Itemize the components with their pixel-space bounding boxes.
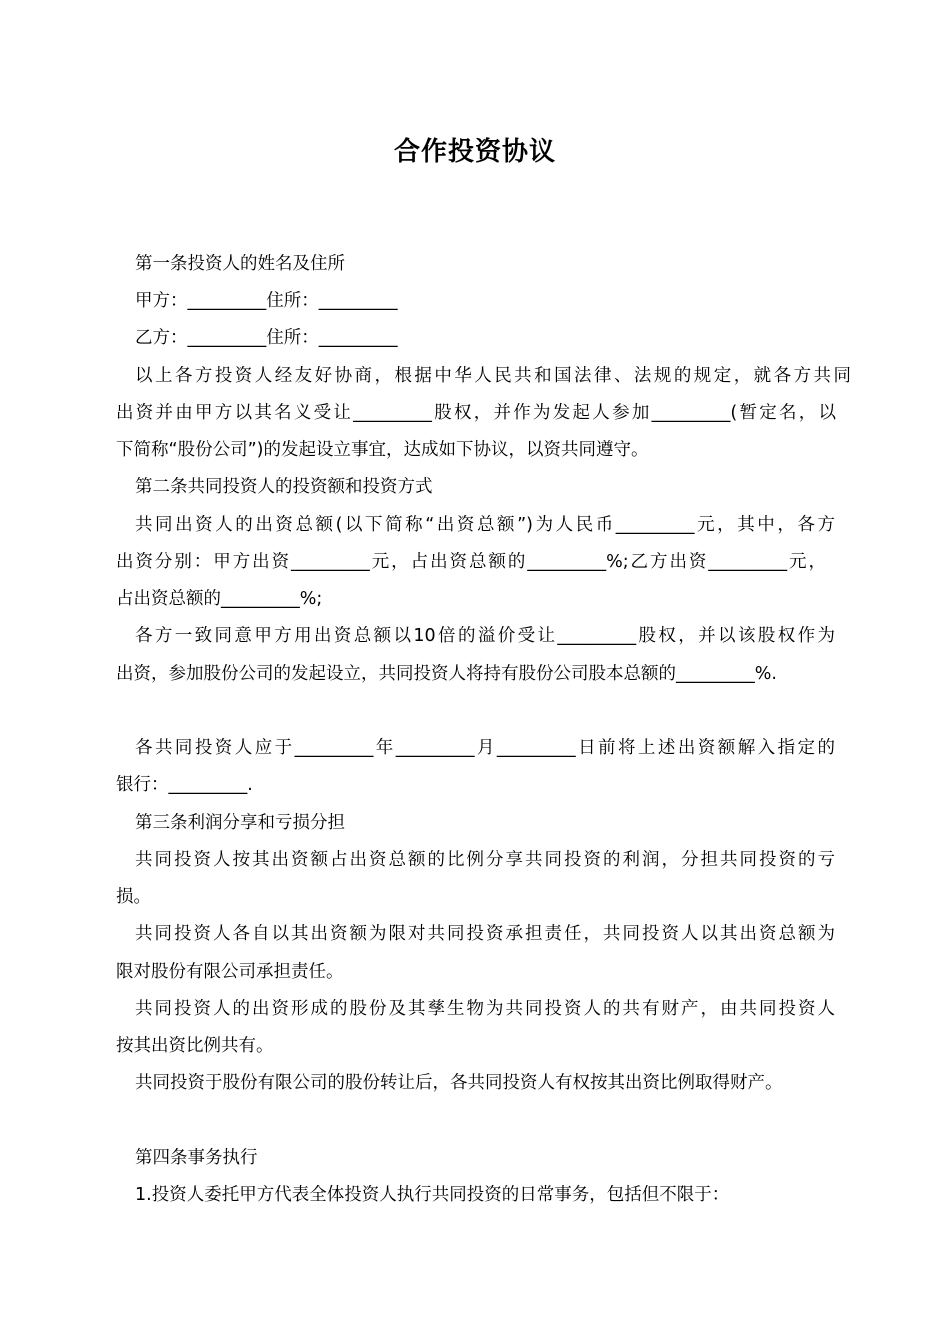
paragraph-line: 各方一致同意甲方用出资总额以10倍的溢价受让_________股权，并以该股权作为 [135,626,835,646]
party-a-line: 甲方：_________住所：_________ [135,291,398,311]
paragraph-line: 限对股份有限公司承担责任。 [116,962,344,982]
paragraph-line: 共同投资人按其出资额占出资总额的比例分享共同投资的利润，分担共同投资的亏 [135,850,835,870]
party-b-line: 乙方：_________住所：_________ [135,328,398,348]
paragraph-line: 共同出资人的出资总额(以下简称“出资总额”)为人民币_________元，其中，各方 [135,515,835,535]
article-4-heading: 第四条事务执行 [135,1148,258,1168]
article-2-heading: 第二条共同投资人的投资额和投资方式 [135,477,433,497]
paragraph-line: 银行：_________. [116,775,253,795]
paragraph-line: 1.投资人委托甲方代表全体投资人执行共同投资的日常事务，包括但不限于： [135,1185,730,1205]
article-3-heading: 第三条利润分享和亏损分担 [135,813,345,833]
paragraph-line: 以上各方投资人经友好协商，根据中华人民共和国法律、法规的规定，就各方共同 [135,366,851,386]
paragraph-line: 共同投资人各自以其出资额为限对共同投资承担责任，共同投资人以其出资总额为 [135,924,835,944]
paragraph-line: 共同投资人的出资形成的股份及其孳生物为共同投资人的共有财产，由共同投资人 [135,999,835,1019]
paragraph-line: 损。 [116,887,151,907]
paragraph-line: 下简称“股份公司”)的发起设立事宜，达成如下协议，以资共同遵守。 [116,440,649,460]
document-title: 合作投资协议 [393,137,556,167]
paragraph-line: 各共同投资人应于_________年_________月_________日前将上述出资额解入指定的 [135,738,835,758]
paragraph-line: 按其出资比例共有。 [116,1036,274,1056]
paragraph-line: 共同投资于股份有限公司的股份转让后，各共同投资人有权按其出资比例取得财产。 [135,1073,783,1093]
paragraph-line: 出资并由甲方以其名义受让_________股权，并作为发起人参加_________(暂定名，以 [116,403,836,423]
paragraph-line: 出资分别：甲方出资_________元，占出资总额的_________%;乙方出资_________元， [116,552,826,572]
article-1-heading: 第一条投资人的姓名及住所 [135,254,345,274]
paragraph-line: 出资，参加股份公司的发起设立，共同投资人将持有股份公司股本总额的_________%. [116,664,777,684]
paragraph-line: 占出资总额的_________%; [116,589,323,609]
